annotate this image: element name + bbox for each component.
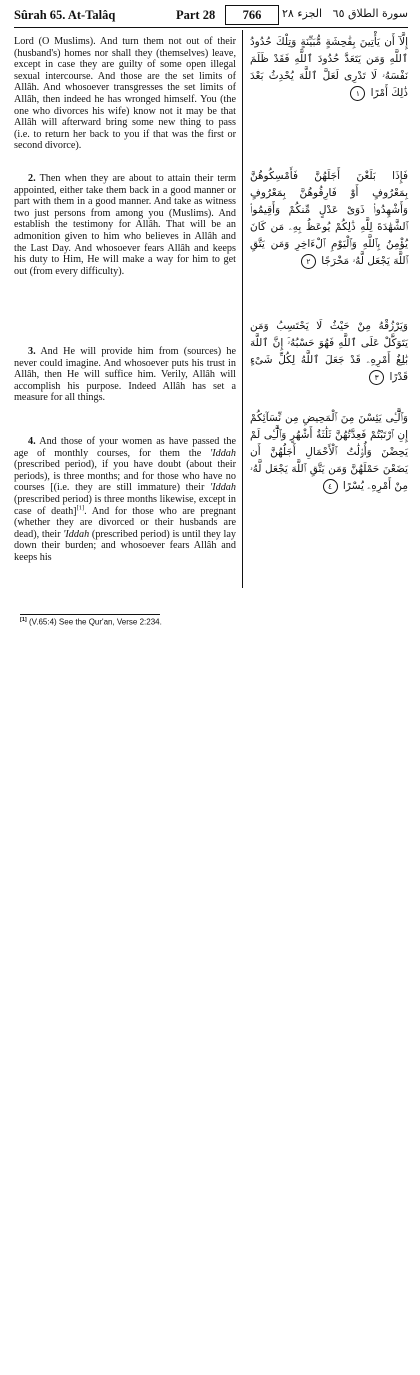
surah-title: Sûrah 65. At-Talâq <box>14 8 116 22</box>
page-number: 766 <box>225 5 279 25</box>
footnote-reference[interactable]: [1] <box>76 504 85 512</box>
paragraph-text: (prescribed period) is three months likewise, except in case of death] <box>14 493 236 517</box>
paragraph-4 <box>14 436 236 564</box>
arabic-surah-title: سورة الطلاق ٦٥ <box>332 7 408 20</box>
paragraph-1 <box>14 36 236 152</box>
paragraph-3 <box>14 346 236 404</box>
arabic-verse-4 <box>250 410 408 495</box>
paragraph-text: (prescribed period) is until they lay down their burden; and whosoever fears Allâh and keeps his <box>14 528 236 563</box>
arabic-verse-text: فَإِذَا بَلَغْنَ أَجَلَهُنَّ فَأَمْسِكُوهُنَّ بِمَعْرُوفٍ أَوْ فَارِقُوهُنَّ بِمَعْرُوفٍ وَأَشْهِدُوا۟ ذَوَىْ عَدْلٍ مِّنكُمْ وَأَقِيمُوا۟ ٱلشَّهَٰدَةَ لِلَّهِ ذَٰلِكُمْ يُوعَظُ بِهِۦ مَن كَانَ يُؤْمِنُ بِٱللَّهِ وَٱلْيَوْمِ ٱلْءَاخِرِ وَمَن يَتَّقِ ٱللَّهَ يَجْعَل لَّهُۥ مَخْرَجًا <box>250 170 408 267</box>
arabic-verse-text: إِلَّآ أَن يَأْتِينَ بِفَٰحِشَةٍ مُّبَيِّنَةٍ وَتِلْكَ حُدُودُ ٱللَّهِ وَمَن يَتَعَدَّ حُدُودَ ٱللَّهِ فَقَدْ ظَلَمَ نَفْسَهُۥ لَا تَدْرِى لَعَلَّ ٱللَّهَ يُحْدِثُ بَعْدَ ذَٰلِكَ أَمْرًا <box>250 36 408 99</box>
paragraph-text: Then when they are about to attain their term appointed, either take them back in a good manner or part with them in a good manner. And take as witness two just persons from among you (Muslims). And establish the testimony for Allâh. That will be an admonition given to him who believes in Allâh and the Last Day. And whosoever fears Allâh and keeps his duty to Him, He will make a way for him to get out (from every difficulty). <box>14 173 236 277</box>
part-label: Part 28 <box>176 8 216 22</box>
header-rule <box>14 27 408 28</box>
verse-number: 2. <box>28 173 36 184</box>
page-header <box>14 5 408 27</box>
verse-end-marker: ١ <box>350 86 365 101</box>
arabic-verse-text: وَٱلَّٰٓـِٔى يَئِسْنَ مِنَ ٱلْمَحِيضِ مِن نِّسَآئِكُمْ إِنِ ٱرْتَبْتُمْ فَعِدَّتُهُنَّ ثَلَٰثَةُ أَشْهُرٍ وَٱلَّٰٓـِٔى لَمْ يَحِضْنَ وَأُو۟لَٰتُ ٱلْأَحْمَالِ أَجَلُهُنَّ أَن يَضَعْنَ حَمْلَهُنَّ وَمَن يَتَّقِ ٱللَّهَ يَجْعَل لَّهُۥ مِنْ أَمْرِهِۦ يُسْرًا <box>250 412 408 492</box>
footnote-marker: [1] <box>20 617 27 623</box>
paragraph-text: And those of your women as have passed the age of monthly courses, for them the <box>14 436 236 459</box>
arabic-part-label: الجزء ٢٨ <box>282 7 323 20</box>
iddah-term: 'Iddah <box>63 528 90 540</box>
footnote <box>20 617 162 627</box>
arabic-verse-text: وَيَرْزُقْهُ مِنْ حَيْثُ لَا يَحْتَسِبُ وَمَن يَتَوَكَّلْ عَلَى ٱللَّهِ فَهُوَ حَسْبُهُۥٓ إِنَّ ٱللَّهَ بَٰلِغُ أَمْرِهِۦ قَدْ جَعَلَ ٱللَّهُ لِكُلِّ شَىْءٍ قَدْرًا <box>250 320 408 383</box>
footnote-text: (V.65:4) See the Qur'an, Verse 2:234. <box>26 617 162 627</box>
column-divider <box>242 30 243 588</box>
arabic-verse-2 <box>250 168 408 270</box>
verse-end-marker: ٢ <box>301 254 316 269</box>
paragraph-text: (prescribed period), if you have doubt (about their periods), is three months; and for those who have no courses [(i.e. they are still immature) their <box>14 459 236 494</box>
paragraph-text: Lord (O Muslims). And turn them not out of their (husband's) homes nor shall they (themselves) leave, except in case they are guilty of some open illegal sexual intercourse. And those are the set limits of Allâh. And whosoever transgresses the set limits of Allâh, then indeed he has wronged himself. You (the one who divorces his wife) know not it may be that Allâh will afterward bring some new thing to pass (i.e. to return her back to you if that was the first or second divorce). <box>14 36 236 152</box>
arabic-verse-1 <box>250 34 408 102</box>
iddah-term: 'Iddah <box>210 447 236 459</box>
verse-end-marker: ٤ <box>323 479 338 494</box>
arabic-verse-3 <box>250 318 408 386</box>
verse-number: 4. <box>28 436 36 447</box>
paragraph-2 <box>14 173 236 277</box>
paragraph-text: And He will provide him from (sources) he never could imagine. And whosoever puts his trust in Allâh, then He will suffice him. Verily, Allâh will accomplish his purpose. Indeed Allâh has set a measure for all things. <box>14 346 237 404</box>
verse-number: 3. <box>28 346 36 357</box>
footnote-rule <box>20 614 160 615</box>
verse-end-marker: ٣ <box>369 370 384 385</box>
iddah-term: 'Iddah <box>210 482 236 494</box>
paragraph-text: . And for those who are pregnant (whether they are divorced or their husbands are dead), their <box>14 505 236 540</box>
